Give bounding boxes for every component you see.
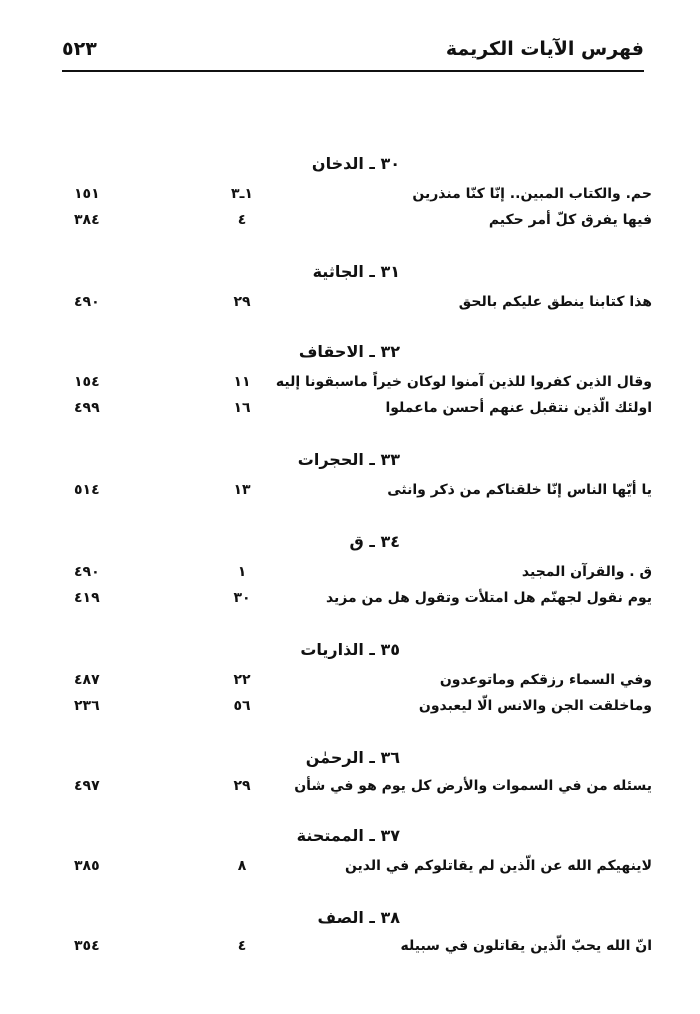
- index-entry: [62, 372, 652, 396]
- sura-heading: ٣٤ ـ ق: [349, 532, 400, 551]
- page-number: ٥٢٣: [62, 38, 97, 60]
- page-reference: ٤٩٩: [74, 400, 100, 416]
- verse-number: ٥٦: [233, 698, 251, 714]
- verse-text: وماخلقت الجن والانس الّا ليعبدون: [418, 698, 652, 714]
- page-reference: ٤٨٧: [74, 672, 100, 688]
- sura-heading: ٣٢ ـ الاحقاف: [298, 342, 400, 361]
- header-title: فهرس الآيات الكريمة: [445, 38, 644, 60]
- page-reference: ٢٣٦: [74, 698, 100, 714]
- page-reference: ٥١٤: [74, 482, 100, 498]
- index-entry: [62, 856, 652, 880]
- index-entry: [62, 670, 652, 694]
- verse-number: ٨: [237, 858, 247, 874]
- verse-text: حم. والكتاب المبين.. إنّا كنّا منذرين: [412, 186, 652, 202]
- sura-heading: ٣٨ ـ الصف: [317, 908, 400, 927]
- verse-number: ٢٩: [233, 294, 251, 310]
- verse-number: ٢٢: [233, 672, 251, 688]
- index-entry: [62, 696, 652, 720]
- sura-heading: ٣٣ ـ الحجرات: [297, 450, 400, 469]
- verse-text: لاينهيكم الله عن الّذين لم يقاتلوكم في الدين: [344, 858, 652, 874]
- index-entry: [62, 936, 652, 960]
- index-entry: [62, 292, 652, 316]
- sura-heading: ٣٦ ـ الرحمٰن: [305, 748, 400, 767]
- verse-number: ٤: [237, 212, 247, 228]
- verse-text: وفي السماء رزقكم وماتوعدون: [439, 672, 652, 688]
- verse-text: وقال الذين كفروا للذين آمنوا لوكان خيراً ماسبقونا إليه: [275, 374, 652, 390]
- verse-text: هذا كتابنا ينطق عليكم بالحق: [458, 294, 652, 310]
- verse-text: فيها يفرق كلّ أمر حكيم: [488, 212, 652, 228]
- verse-number: ١ـ٣: [231, 186, 253, 202]
- index-entry: [62, 184, 652, 208]
- index-entry: [62, 562, 652, 586]
- sura-heading: ٣٥ ـ الذاريات: [300, 640, 400, 659]
- index-entry: [62, 588, 652, 612]
- page-reference: ٣٨٥: [74, 858, 100, 874]
- page-reference: ١٥١: [74, 186, 100, 202]
- page-reference: ٤٩٠: [74, 294, 100, 310]
- page-reference: ٤١٩: [74, 590, 100, 606]
- verse-text: ق . والقرآن المجيد: [521, 564, 652, 580]
- verse-text: يا أيّها الناس إنّا خلقناكم من ذكر وانثى: [387, 482, 652, 498]
- index-entry: [62, 398, 652, 422]
- verse-number: ١٣: [233, 482, 251, 498]
- verse-number: ٣٠: [233, 590, 251, 606]
- page-reference: ٤٩٠: [74, 564, 100, 580]
- verse-text: يسئله من في السموات والأرض كل يوم هو في شأن: [294, 778, 652, 794]
- verse-number: ٤: [237, 938, 247, 954]
- verse-text: اولئك الّذين نتقبل عنهم أحسن ماعملوا: [385, 400, 652, 416]
- page-reference: ٤٩٧: [74, 778, 100, 794]
- verse-text: انّ الله يحبّ الّذين يقاتلون في سبيله: [400, 938, 652, 954]
- index-entry: [62, 480, 652, 504]
- sura-heading: ٣١ ـ الجاثية: [312, 262, 400, 281]
- sura-heading: ٣٧ ـ الممتحنة: [296, 826, 400, 845]
- header-rule: [62, 70, 644, 72]
- page-reference: ١٥٤: [74, 374, 100, 390]
- verse-number: ١١: [233, 374, 251, 390]
- verse-number: ٢٩: [233, 778, 251, 794]
- page-reference: ٣٥٤: [74, 938, 100, 954]
- running-header: [62, 34, 644, 66]
- verse-number: ١٦: [233, 400, 251, 416]
- index-entry: [62, 210, 652, 234]
- page-reference: ٣٨٤: [74, 212, 100, 228]
- verse-text: يوم نقول لجهنّم هل امتلأت وتقول هل من مزيد: [325, 590, 652, 606]
- index-entry: [62, 776, 652, 800]
- sura-heading: ٣٠ ـ الدخان: [311, 154, 400, 173]
- verse-number: ١: [237, 564, 247, 580]
